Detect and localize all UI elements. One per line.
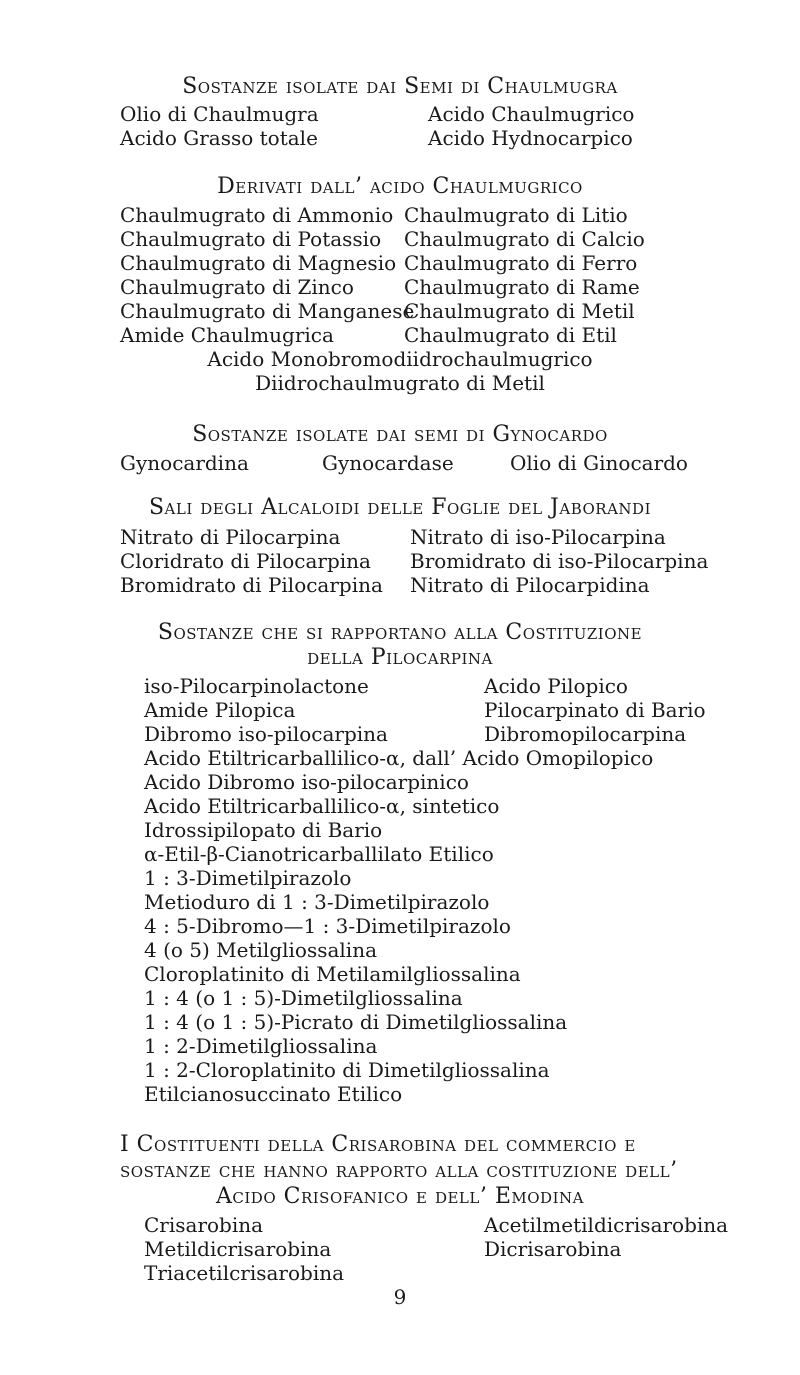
list-item: 1 : 3-Dimetilpirazolo [144,866,352,890]
heading-pilocarpine-constitution-line2: della Pilocarpina [307,645,493,670]
list-item: Metioduro di 1 : 3-Dimetilpirazolo [144,890,490,914]
list-item: Nitrato di iso-Pilocarpina [410,525,666,549]
list-item: 1 : 2-Cloroplatinito di Dimetilgliossalina [144,1058,550,1082]
list-item: Acido Monobromodiidrochaulmugrico [207,347,593,371]
list-item: α-Etil-β-Cianotricarballilato Etilico [144,842,494,866]
list-item: Amide Pilopica [144,698,296,722]
list-item: Chaulmugrato di Manganese [120,299,415,323]
heading-chaulmugric-derivatives: Derivati dall’ acido Chaulmugrico [217,174,583,199]
list-item: Olio di Ginocardo [510,451,688,475]
list-item: Cloridrato di Pilocarpina [120,549,371,573]
list-item: iso-Pilocarpinolactone [144,674,369,698]
list-item: Bromidrato di Pilocarpina [120,573,383,597]
list-item: Pilocarpinato di Bario [484,698,706,722]
list-item: Diidrochaulmugrato di Metil [255,371,545,395]
list-item: Acido Etiltricarballilico-α, dall’ Acido Omopilopico [144,746,654,770]
list-item: 1 : 4 (o 1 : 5)-Picrato di Dimetilgliossalina [144,1010,568,1034]
list-item: 1 : 2-Dimetilgliossalina [144,1034,378,1058]
list-item: Cloroplatinito di Metilamilgliossalina [144,962,521,986]
list-item: Dibromo iso-pilocarpina [144,722,388,746]
list-item: 4 (o 5) Metilgliossalina [144,938,377,962]
list-item: 1 : 4 (o 1 : 5)-Dimetilgliossalina [144,986,463,1010]
list-item: Nitrato di Pilocarpidina [410,573,650,597]
list-item: Chaulmugrato di Metil [404,299,635,323]
list-item: Chaulmugrato di Potassio [120,227,382,251]
list-item: Acido Chaulmugrico [428,102,635,126]
list-item: Acido Etiltricarballilico-α, sintetico [144,794,500,818]
list-item: Nitrato di Pilocarpina [120,525,341,549]
list-item: Acido Hydnocarpico [428,126,633,150]
list-item: Dibromopilocarpina [484,722,687,746]
list-item: Acetilmetildicrisarobina [484,1213,729,1237]
list-item: Chaulmugrato di Ferro [404,251,638,275]
list-item: Metildicrisarobina [144,1237,332,1261]
list-item: Chaulmugrato di Magnesio [120,251,397,275]
heading-chaulmugra-seeds: Sostanze isolate dai Semi di Chaulmugra [182,74,618,99]
list-item: Idrossipilopato di Bario [144,818,383,842]
list-item: Acido Dibromo iso-pilocarpinico [144,770,469,794]
page-number: 9 [393,1285,407,1309]
list-item: Chaulmugrato di Rame [404,275,640,299]
list-item: Chaulmugrato di Ammonio [120,203,394,227]
heading-gynocardo-seeds: Sostanze isolate dai semi di Gynocardo [192,422,608,447]
heading-crisarobina-line2: sostanze che hanno rapporto alla costituzione dell’ [120,1158,678,1183]
list-item: Chaulmugrato di Etil [404,323,617,347]
list-item: Olio di Chaulmugra [120,102,319,126]
list-item: Crisarobina [144,1213,264,1237]
list-item: 4 : 5-Dibromo—1 : 3-Dimetilpirazolo [144,914,511,938]
list-item: Acido Pilopico [484,674,628,698]
heading-jaborandi-alkaloids: Sali degli Alcaloidi delle Foglie del Jaborandi [148,495,651,520]
heading-pilocarpine-constitution: Sostanze che si rapportano alla Costituzione [157,620,643,645]
list-item: Chaulmugrato di Zinco [120,275,354,299]
heading-crisarobina: I Costituenti della Crisarobina del commercio e [120,1132,636,1157]
list-item: Dicrisarobina [484,1237,622,1261]
list-item: Amide Chaulmugrica [120,323,334,347]
list-item: Triacetilcrisarobina [144,1261,345,1285]
list-item: Gynocardase [322,451,454,475]
list-item: Bromidrato di iso-Pilocarpina [410,549,709,573]
list-item: Acido Grasso totale [120,126,318,150]
list-item: Chaulmugrato di Calcio [404,227,645,251]
list-item: Gynocardina [120,451,249,475]
heading-crisarobina-line3: Acido Crisofanico e dell’ Emodina [216,1184,584,1209]
list-item: Chaulmugrato di Litio [404,203,628,227]
list-item: Etilcianosuccinato Etilico [144,1082,403,1106]
